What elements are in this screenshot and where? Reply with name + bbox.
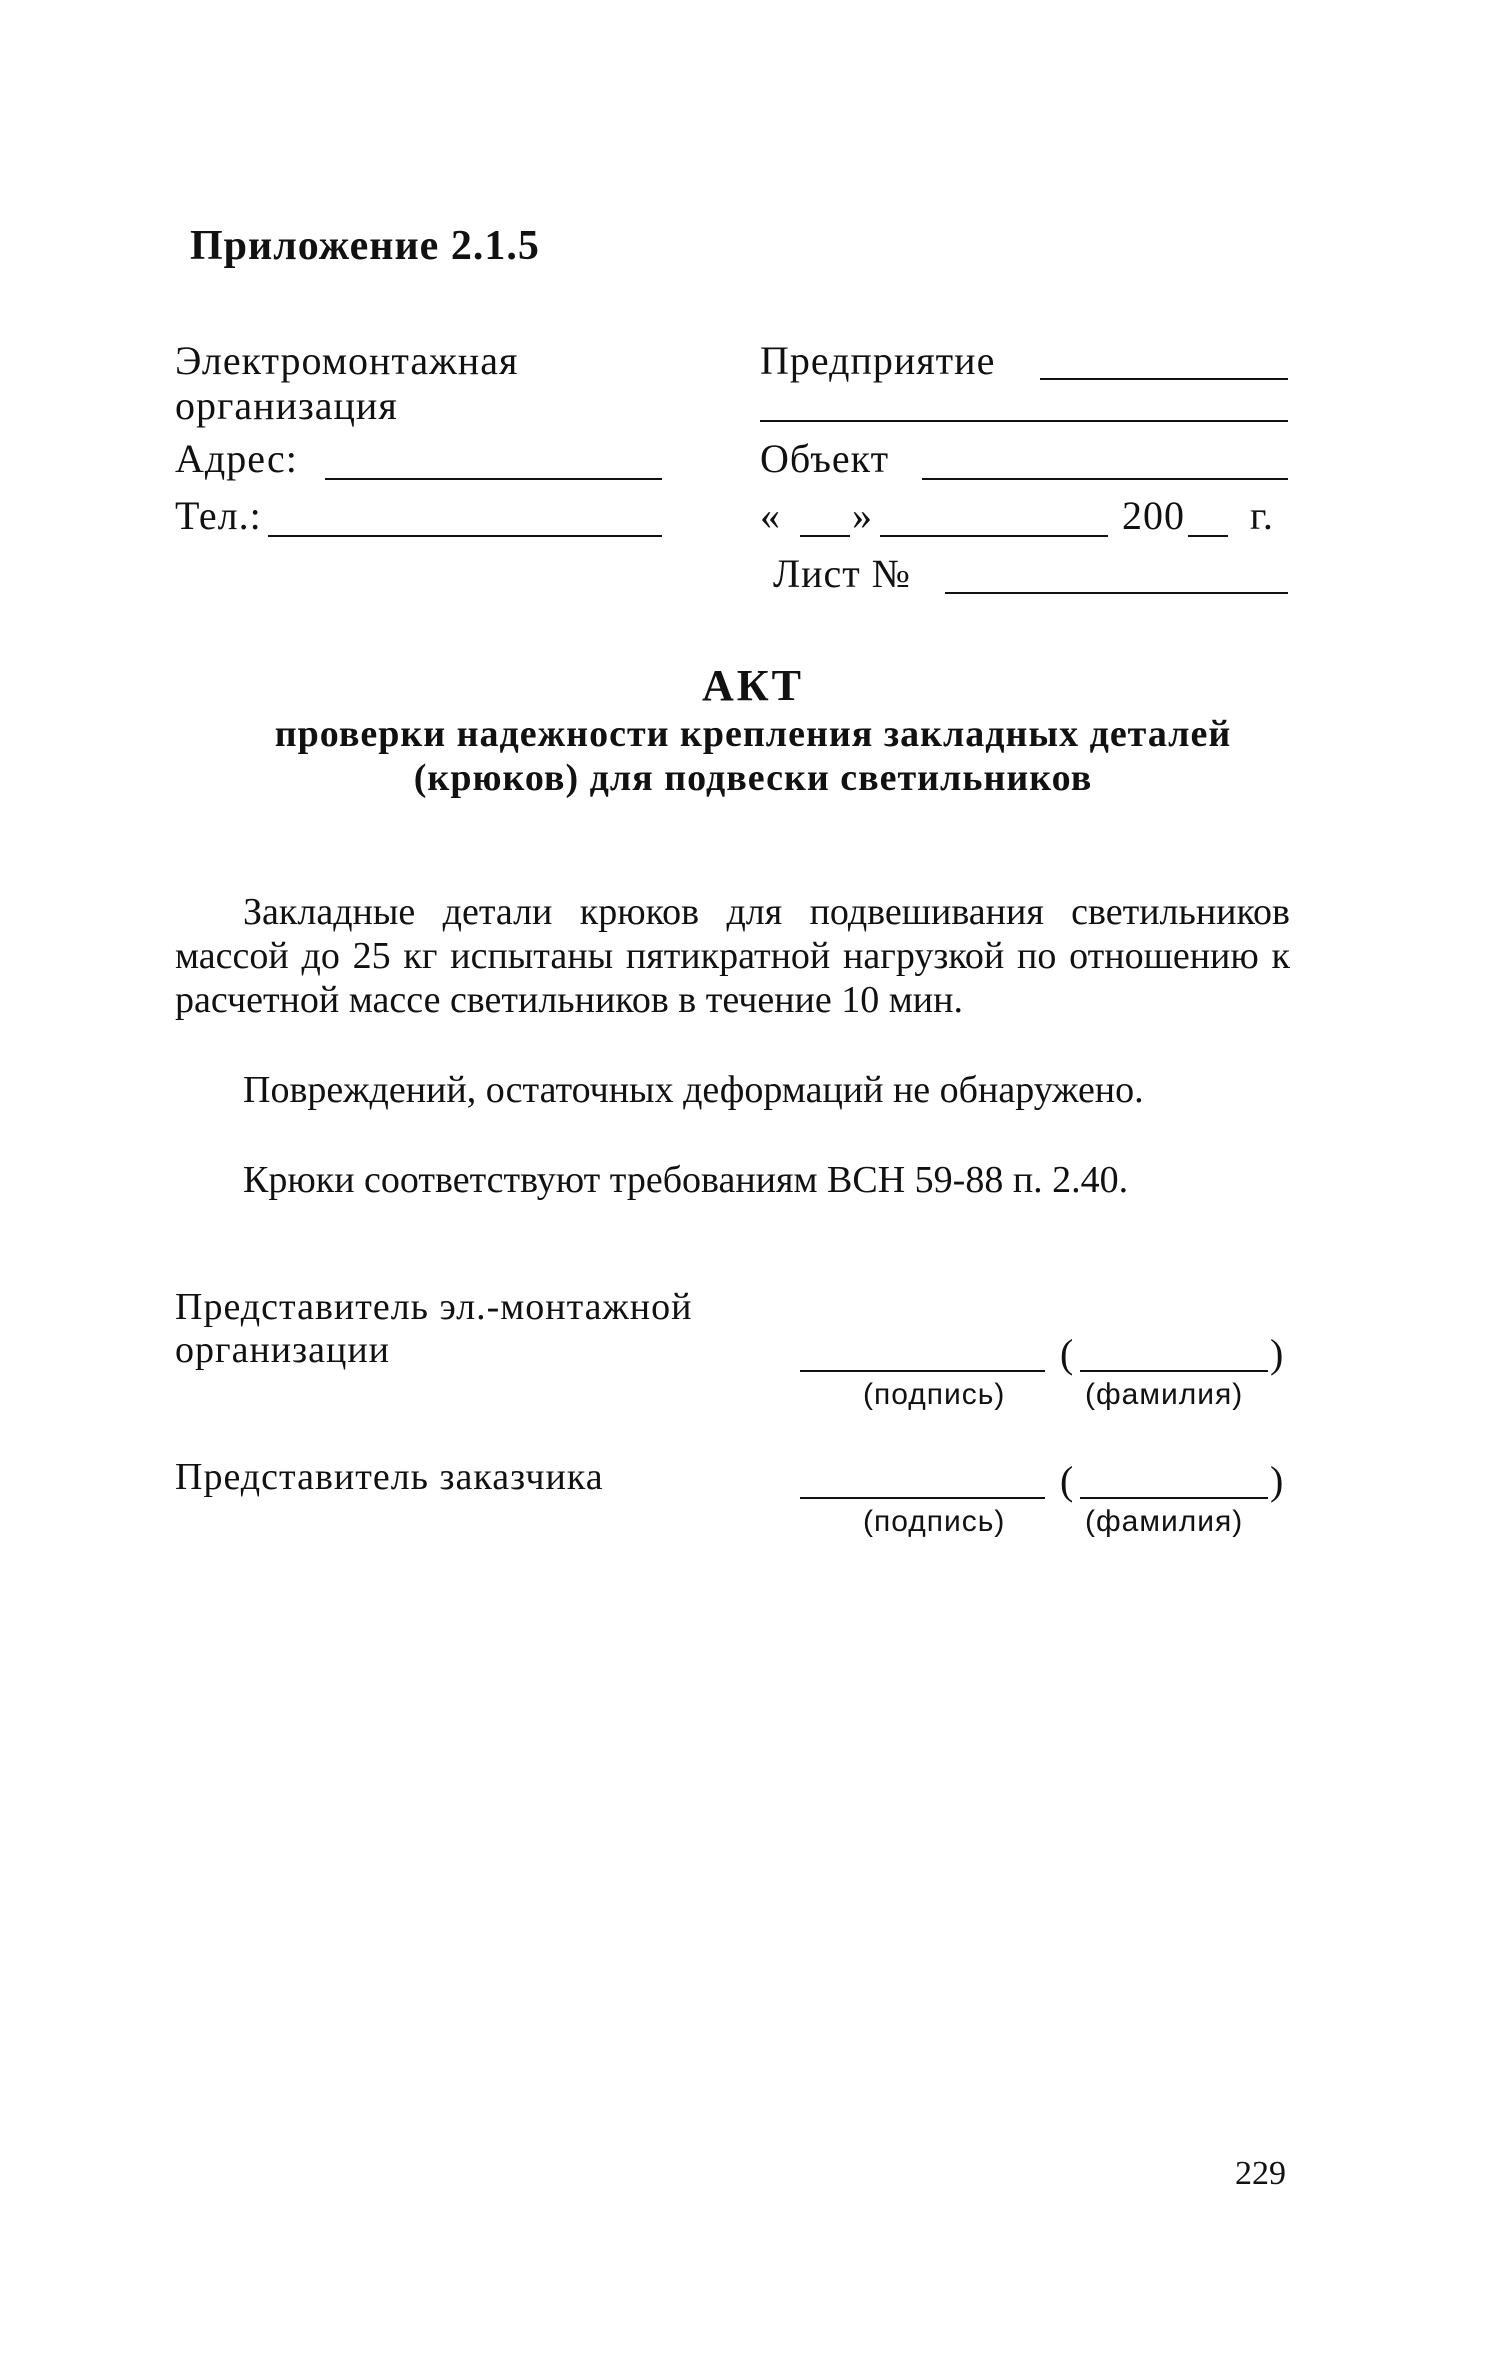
rep1-surname-line[interactable]	[1080, 1370, 1268, 1372]
body-paragraph-2: Повреждений, остаточных деформаций не обнаружено.	[243, 1069, 1144, 1111]
rep1-paren-open: (	[1060, 1331, 1074, 1376]
object-field-line[interactable]	[922, 478, 1288, 480]
year-prefix: 200	[1122, 493, 1185, 538]
enterprise-label: Предприятие	[760, 338, 996, 383]
date-open-quote: «	[760, 493, 781, 538]
rep1-paren-close: )	[1270, 1331, 1284, 1376]
year-line[interactable]	[1188, 535, 1228, 537]
sheet-label: Лист №	[773, 551, 911, 596]
date-month-line[interactable]	[880, 535, 1108, 537]
date-close-quote: »	[852, 493, 873, 538]
address-field-line[interactable]	[325, 478, 662, 480]
year-suffix: г.	[1250, 493, 1274, 538]
act-subtitle-line1: проверки надежности крепления закладных деталей	[274, 713, 1232, 755]
rep2-paren-open: (	[1060, 1458, 1074, 1503]
rep2-signature-line[interactable]	[800, 1497, 1045, 1499]
page-number: 229	[1235, 2155, 1286, 2192]
rep1-signature-line[interactable]	[800, 1370, 1045, 1372]
phone-label: Тел.:	[175, 493, 262, 538]
body-paragraph-3: Крюки соответствуют требованиям ВСН 59-88 п. 2.40.	[243, 1159, 1129, 1201]
rep1-label-line1: Представитель эл.-монтажной	[175, 1286, 693, 1328]
address-label: Адрес:	[175, 436, 298, 481]
rep1-caption-surname: (фамилия)	[1085, 1378, 1244, 1411]
rep2-caption-signature: (подпись)	[863, 1505, 1006, 1538]
org-label-line1: Электромонтажная	[175, 338, 519, 383]
rep2-label: Представитель заказчика	[175, 1456, 604, 1498]
act-title: АКТ	[701, 661, 805, 710]
org-label-line2: организация	[175, 383, 398, 428]
rep2-caption-surname: (фамилия)	[1085, 1505, 1244, 1538]
enterprise-field-line-2[interactable]	[760, 420, 1288, 422]
sheet-field-line[interactable]	[945, 592, 1288, 594]
date-day-line[interactable]	[800, 535, 850, 537]
rep1-label-line2: организации	[175, 1329, 391, 1371]
act-subtitle-line2: (крюков) для подвески светильников	[413, 757, 1093, 799]
phone-field-line[interactable]	[268, 535, 662, 537]
rep2-paren-close: )	[1270, 1458, 1284, 1503]
object-label: Объект	[760, 436, 890, 481]
rep1-caption-signature: (подпись)	[863, 1378, 1006, 1411]
appendix-heading: Приложение 2.1.5	[190, 223, 540, 269]
enterprise-field-line[interactable]	[1040, 378, 1288, 380]
body-paragraph-1: Закладные детали крюков для подвешивания светильников массой до 25 кг испытаны пятикратной нагрузкой по отношению к расчетной массе светильников в течение 10 мин.	[175, 891, 1290, 1021]
rep2-surname-line[interactable]	[1080, 1497, 1268, 1499]
